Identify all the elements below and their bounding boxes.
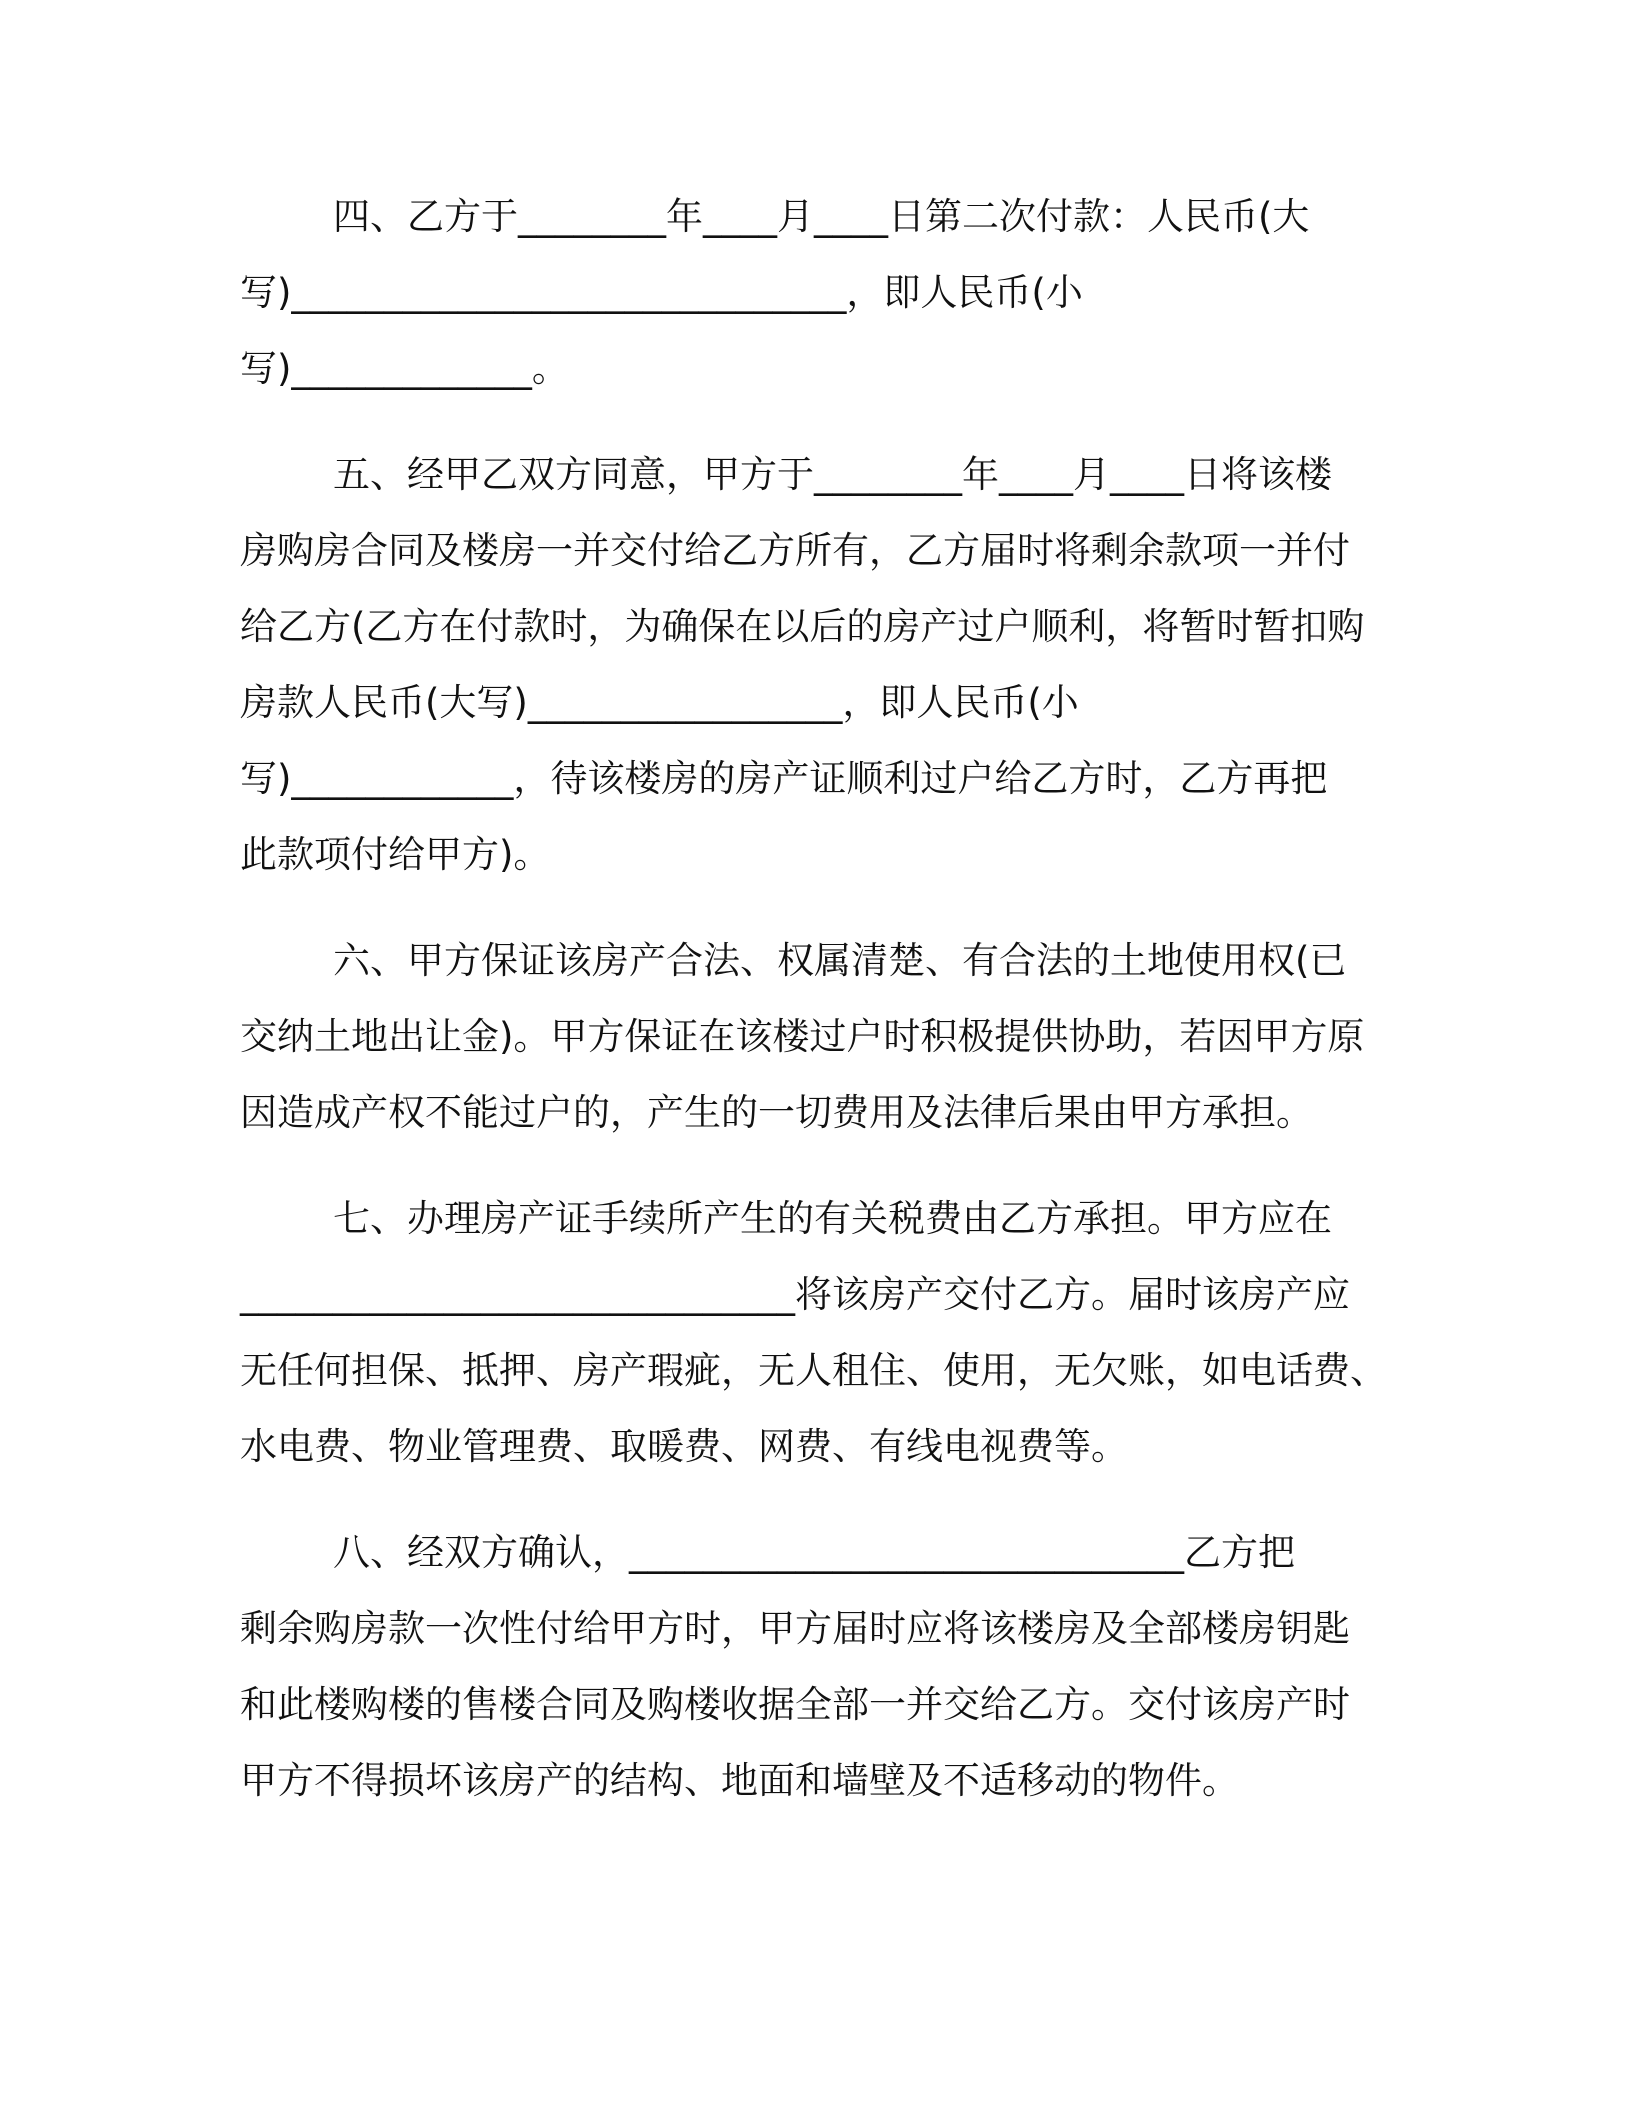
clause-8-line-2: 剩余购房款一次性付给甲方时，甲方届时应将该楼房及全部楼房钥匙 bbox=[240, 1607, 1350, 1650]
clause-4-line-3: 写)_____________。 bbox=[240, 347, 569, 390]
clause-7-line-3: 无任何担保、抵押、房产瑕疵，无人租住、使用，无欠账，如电话费、 bbox=[240, 1349, 1387, 1392]
clause-5-line-1: 五、经甲乙双方同意，甲方于________年____月____日将该楼 bbox=[333, 453, 1332, 496]
clause-7-line-2: ______________________________将该房产交付乙方。届时该房产应 bbox=[240, 1273, 1350, 1316]
clause-5-line-3: 给乙方(乙方在付款时，为确保在以后的房产过户顺利，将暂时暂扣购 bbox=[240, 605, 1365, 648]
clause-8-line-3: 和此楼购楼的售楼合同及购楼收据全部一并交给乙方。交付该房产时 bbox=[240, 1683, 1350, 1726]
clause-6-line-3: 因造成产权不能过户的，产生的一切费用及法律后果由甲方承担。 bbox=[240, 1091, 1313, 1134]
clause-7-line-4: 水电费、物业管理费、取暖费、网费、有线电视费等。 bbox=[240, 1425, 1128, 1468]
clause-6-line-1: 六、甲方保证该房产合法、权属清楚、有合法的土地使用权(已 bbox=[333, 939, 1347, 982]
clause-8-line-1: 八、经双方确认，______________________________乙方把 bbox=[333, 1531, 1295, 1574]
clause-5-line-2: 房购房合同及楼房一并交付给乙方所有，乙方届时将剩余款项一并付 bbox=[240, 529, 1350, 572]
clause-8-line-4: 甲方不得损坏该房产的结构、地面和墙壁及不适移动的物件。 bbox=[240, 1759, 1239, 1802]
clause-5-line-4: 房款人民币(大写)_________________，即人民币(小 bbox=[240, 681, 1079, 724]
clause-5-line-6: 此款项付给甲方)。 bbox=[240, 833, 551, 876]
clause-5-line-5: 写)____________，待该楼房的房产证顺利过户给乙方时，乙方再把 bbox=[240, 757, 1328, 800]
clause-4-line-2: 写)______________________________，即人民币(小 bbox=[240, 271, 1083, 314]
clause-4-line-1: 四、乙方于________年____月____日第二次付款：人民币(大 bbox=[333, 195, 1310, 238]
clause-7-line-1: 七、办理房产证手续所产生的有关税费由乙方承担。甲方应在 bbox=[333, 1197, 1332, 1240]
clause-6-line-2: 交纳土地出让金)。甲方保证在该楼过户时积极提供协助，若因甲方原 bbox=[240, 1015, 1365, 1058]
